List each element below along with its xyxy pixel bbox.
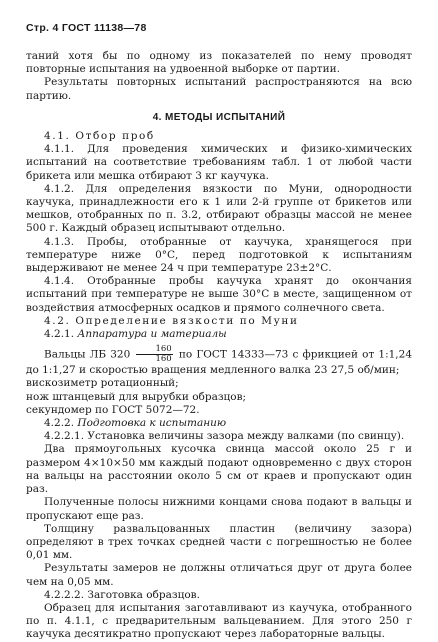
paragraph: Толщину развальцованных пластин (величину зазора) определяют в трех точках средней части с погрешностью не более 0,01 мм. — [26, 522, 412, 562]
roller-size-fraction — [136, 345, 172, 364]
equipment-item: нож штанцевый для вырубки образцов; — [26, 390, 247, 403]
paragraph: 4.2.2.2. Заготовка образцов. — [44, 588, 200, 601]
paragraph: Полученные полосы нижними концами снова подают в вальцы и пропускают еще раз. — [26, 496, 412, 522]
section-title: 4. МЕТОДЫ ИСПЫТАНИЙ — [152, 111, 286, 123]
subsection-heading — [26, 328, 412, 341]
rollers-text-b: по ГОСТ 14333—73 с фрикцией от 1:1,24 до 1:1,27 и скоростью вращения медленного валка 23 27,5 об/мин; — [26, 348, 412, 377]
paragraph: Два прямоугольных кусочка свинца массой около 25 г и размером 4×10×50 мм каждый подают одновременно с двух сторон на вальцы на расстоянии около 5 см от краев и пропускают один раз. — [26, 443, 412, 496]
clause-title: Подготовка к испытанию — [77, 417, 227, 430]
subsection-heading: 4.1. Отбор проб — [44, 130, 155, 143]
paragraph: 4.1.1. Для проведения химических и физико-химических испытаний на соответствие требованиям табл. 1 от любой части брикета или мешка отбирают 3 кг каучука. — [26, 143, 412, 182]
subsection-heading — [26, 417, 412, 430]
paragraph: 4.1.3. Пробы, отобранные от каучука, хранящегося при температуре ниже 0°С, перед подготовкой к испытаниям выдерживают не менее 24 ч при температуре 23±2°С. — [26, 235, 412, 275]
paragraph: Образец для испытания заготавливают из каучука, отобранного по п. 4.1.1, с предварительным вальцеванием. Для этого 250 г каучука десятикратно пропускают через лабораторные вальцы. — [26, 601, 412, 641]
paragraph: таний хотя бы по одному из показателей по нему проводят повторные испытания на удвоенной выборке от партии. — [26, 50, 412, 76]
paragraph: Результаты повторных испытаний распространяются на всю партию. — [26, 76, 412, 102]
fraction-numerator: 160 — [136, 345, 172, 355]
page-header: Стр. 4 ГОСТ 11138—78 — [26, 22, 147, 34]
equipment-item: секундомер по ГОСТ 5072—72. — [26, 403, 200, 416]
paragraph-rollers — [26, 345, 412, 377]
paragraph: 4.2.2.1. Установка величины зазора между валками (по свинцу). — [44, 430, 405, 443]
rollers-text-a: Вальцы ЛБ 320 — [44, 348, 131, 361]
subsection-heading: 4.2. Определение вязкости по Муни — [44, 314, 299, 327]
clause-title: Аппаратура и материалы — [77, 328, 227, 341]
document-body — [26, 50, 412, 642]
paragraph: 4.1.2. Для определения вязкости по Муни, однородности каучука, принадлежности его к 1 или 2-й группе от брикетов или мешков, отобранных по п. 3.2, отбирают образцы массой не менее 500 г. Каждый образец испытывают отдельно. — [26, 182, 412, 235]
clause-number: 4.2.1. — [44, 328, 75, 341]
paragraph: 4.1.4. Отобранные пробы каучука хранят до окончания испытаний при температуре не выше 30°С в месте, защищенном от воздействия атмосферных осадков и прямого солнечного света. — [26, 275, 412, 314]
paragraph: Результаты замеров не должны отличаться друг от друга более чем на 0,05 мм. — [26, 562, 412, 588]
fraction-denominator: 160 — [155, 354, 172, 365]
clause-number: 4.2.2. — [44, 417, 75, 430]
equipment-item: вискозиметр ротационный; — [26, 377, 179, 390]
